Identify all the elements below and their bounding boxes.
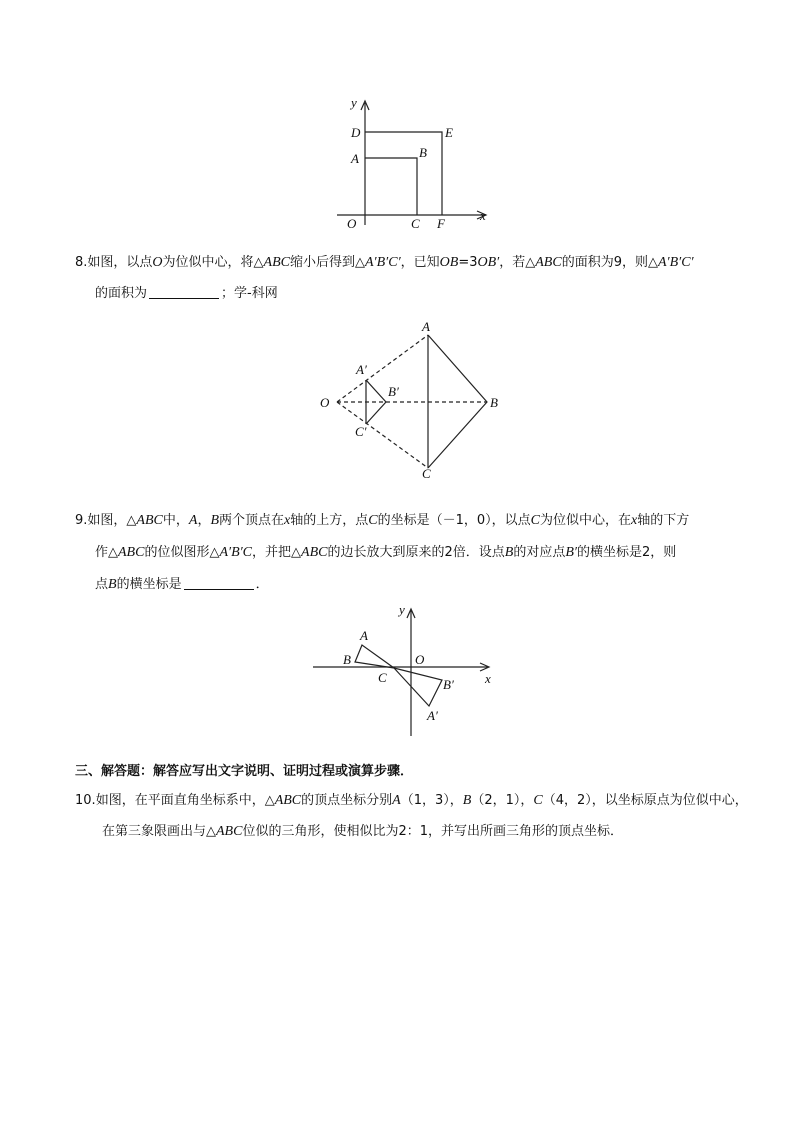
q10-text: 如图，在平面直角坐标系中，△	[95, 793, 275, 808]
q10-var: B	[462, 793, 472, 808]
q9-text: 轴的下方	[637, 513, 690, 528]
label-O: O	[347, 216, 357, 231]
q9-var: C	[368, 513, 378, 528]
triangle-ABC	[355, 645, 394, 668]
triangle-ApBpC	[394, 668, 442, 706]
q10-number: 10.	[75, 793, 96, 808]
q8-text: 的面积为9，则△	[561, 255, 658, 270]
rect-large	[365, 132, 442, 215]
q9-var: C	[530, 513, 540, 528]
q10-text: 在第三象限画出与△	[102, 824, 216, 839]
q10-line2	[102, 823, 623, 841]
label-Bp: B′	[388, 384, 399, 399]
label-A: A	[360, 628, 368, 643]
q9-var: x	[631, 513, 638, 528]
q9-var: B′	[565, 545, 577, 560]
q10-text: 位似的三角形，使相似比为2：1，并写出所画三角形的顶点坐标．	[242, 824, 623, 839]
q9-line1	[75, 512, 689, 530]
q10-text: （4，2），以坐标原点为位似中心，	[542, 793, 748, 808]
q9-var: ABC	[136, 513, 163, 528]
q8-var: A′B′C′	[365, 255, 401, 270]
q8-line2	[95, 285, 278, 303]
label-Cp: C′	[355, 424, 367, 439]
dash-OC	[337, 402, 428, 468]
q9-text: 的位似图形△	[144, 545, 220, 560]
label-C: C	[422, 466, 431, 478]
q8-var: ABC	[263, 255, 290, 270]
label-x: x	[480, 208, 486, 223]
q9-line3	[95, 576, 269, 594]
q9-text: 轴的上方，点	[290, 513, 369, 528]
q9-text: 为位似中心，在	[540, 513, 632, 528]
q10-text: （1，3），	[400, 793, 463, 808]
q8-text: 如图，以点	[87, 255, 153, 270]
q8-text: ；学-科网	[221, 286, 278, 301]
q9-text: 的对应点	[513, 545, 566, 560]
q9-var: ABC	[118, 545, 145, 560]
label-C: C	[378, 670, 387, 685]
label-C: C	[411, 216, 420, 231]
q8-text: =3	[458, 255, 478, 270]
q10-var: ABC	[216, 824, 243, 839]
label-O: O	[320, 395, 330, 410]
figure-rectangles	[325, 95, 495, 235]
section-title-text: 三、解答题：解答应写出文字说明、证明过程或演算步骤．	[75, 764, 414, 779]
q9-var: ABC	[301, 545, 328, 560]
label-D: D	[351, 125, 361, 140]
q8-text: 的面积为	[95, 286, 148, 301]
q8-line1	[75, 254, 694, 272]
section-title	[75, 763, 413, 781]
q9-var: A	[188, 513, 198, 528]
label-Bp: B′	[443, 677, 454, 692]
q8-answer-blank[interactable]	[149, 286, 219, 299]
q10-var: A	[392, 793, 401, 808]
q9-number: 9.	[75, 513, 88, 528]
q9-line2	[95, 544, 676, 562]
q8-var: OB	[439, 255, 459, 270]
q9-var: B	[210, 513, 220, 528]
label-B: B	[343, 652, 351, 667]
q9-answer-blank[interactable]	[184, 577, 254, 590]
q10-text: 的顶点坐标分别	[301, 793, 393, 808]
q9-text: 如图，△	[87, 513, 137, 528]
q8-text: ，已知	[400, 255, 440, 270]
q8-var: OB′	[477, 255, 500, 270]
dash-OA	[337, 335, 428, 402]
q9-text: 中，	[162, 513, 189, 528]
q8-number: 8.	[75, 255, 88, 270]
label-F: F	[437, 216, 445, 231]
q8-var: O	[152, 255, 163, 270]
q9-text: ．	[255, 577, 269, 592]
q8-text: 缩小后得到△	[290, 255, 365, 270]
q8-var: A′B′C′	[657, 255, 694, 270]
label-A: A	[351, 151, 359, 166]
label-y: y	[351, 95, 357, 110]
q9-var: B	[108, 577, 117, 592]
q8-text: 为位似中心，将△	[162, 255, 264, 270]
q10-text: （2，1），	[471, 793, 534, 808]
q10-var: ABC	[274, 793, 302, 808]
q9-var: x	[284, 513, 291, 528]
q9-text: 的横坐标是	[116, 577, 182, 592]
label-Ap: A′	[356, 362, 367, 377]
q9-var: A′B′C	[219, 545, 253, 560]
label-Ap: A′	[427, 708, 438, 723]
q9-text: 作△	[95, 545, 118, 560]
label-A: A	[422, 319, 430, 334]
figure-homothety	[315, 318, 515, 478]
label-O: O	[415, 652, 425, 667]
q9-text: 的坐标是（－1，0），以点	[377, 513, 531, 528]
q9-text: ，并把△	[252, 545, 302, 560]
label-B: B	[490, 395, 498, 410]
label-x: x	[485, 671, 491, 686]
label-E: E	[445, 125, 453, 140]
q9-text: 两个顶点在	[219, 513, 285, 528]
q8-var: ABC	[535, 255, 562, 270]
q9-text: 点	[95, 577, 109, 592]
rect-small	[365, 158, 417, 215]
q9-text: 的横坐标是2，则	[576, 545, 677, 560]
q9-text: ，	[197, 513, 211, 528]
q9-text: 的边长放大到原来的2倍．设点	[327, 545, 505, 560]
q10-line1	[75, 792, 748, 810]
figure-enlargement	[310, 600, 500, 740]
q10-var: C	[533, 793, 543, 808]
q9-var: B	[504, 545, 514, 560]
q8-text: ，若△	[499, 255, 536, 270]
label-y: y	[399, 602, 405, 617]
label-B: B	[419, 145, 427, 160]
